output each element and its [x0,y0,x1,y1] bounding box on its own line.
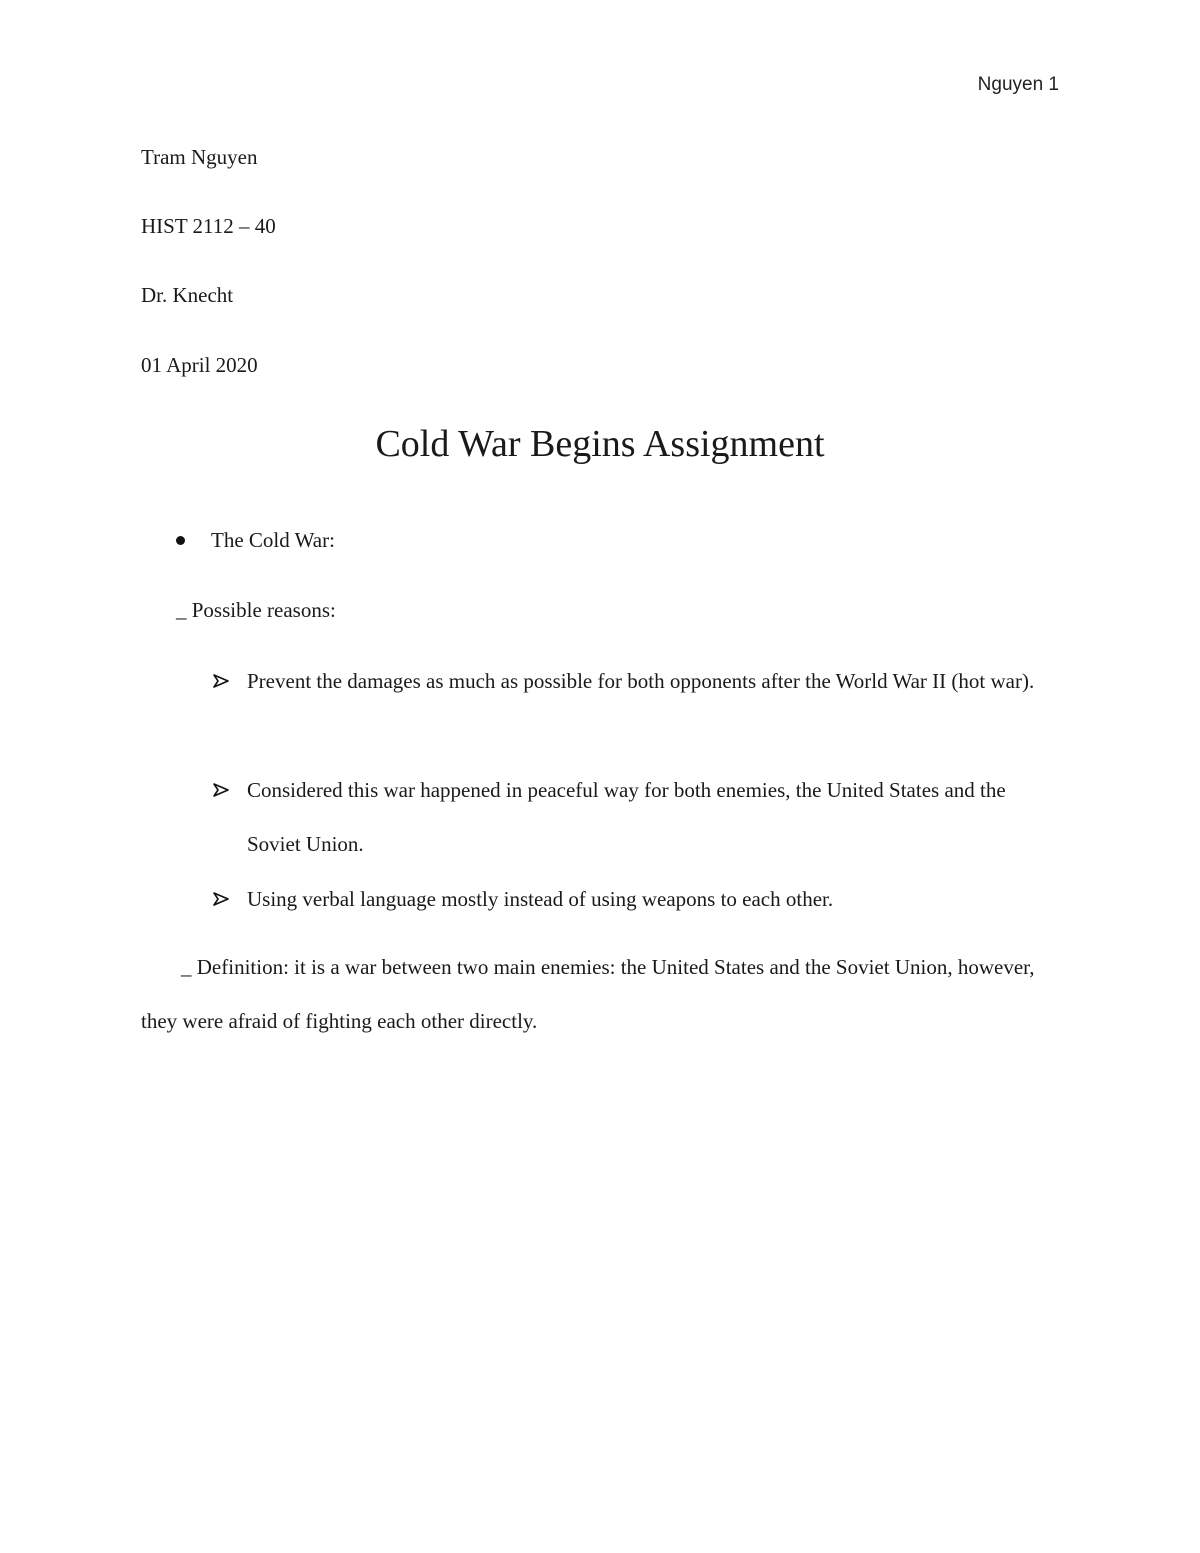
reason-text: Prevent the damages as much as possible for both opponents after the World War II (hot war). [247,669,1035,693]
document-title: Cold War Begins Assignment [375,423,825,465]
student-name: Tram Nguyen [141,145,258,169]
submission-date: 01 April 2020 [141,353,258,377]
arrowhead-bullet-icon [211,886,231,912]
arrowhead-bullet-icon [211,668,231,694]
reason-text: Using verbal language mostly instead of using weapons to each other. [247,887,834,911]
bullet-text: The Cold War: [211,528,335,552]
course-number: HIST 2112 – 40 [141,214,276,238]
reasons-label: _ Possible reasons: [176,598,336,622]
instructor-name: Dr. Knecht [141,283,234,307]
reason-text: Considered this war happened in peaceful way for both enemies, the United States and the Soviet Union. [247,778,1006,856]
definition-paragraph: _ Definition: it is a war between two main enemies: the United States and the Soviet Union, however, they were afraid of fighting each other directly. [141,955,1035,1033]
bullet-dot-icon [176,536,185,545]
running-head: Nguyen 1 [977,74,1059,95]
arrowhead-bullet-icon [211,777,231,803]
